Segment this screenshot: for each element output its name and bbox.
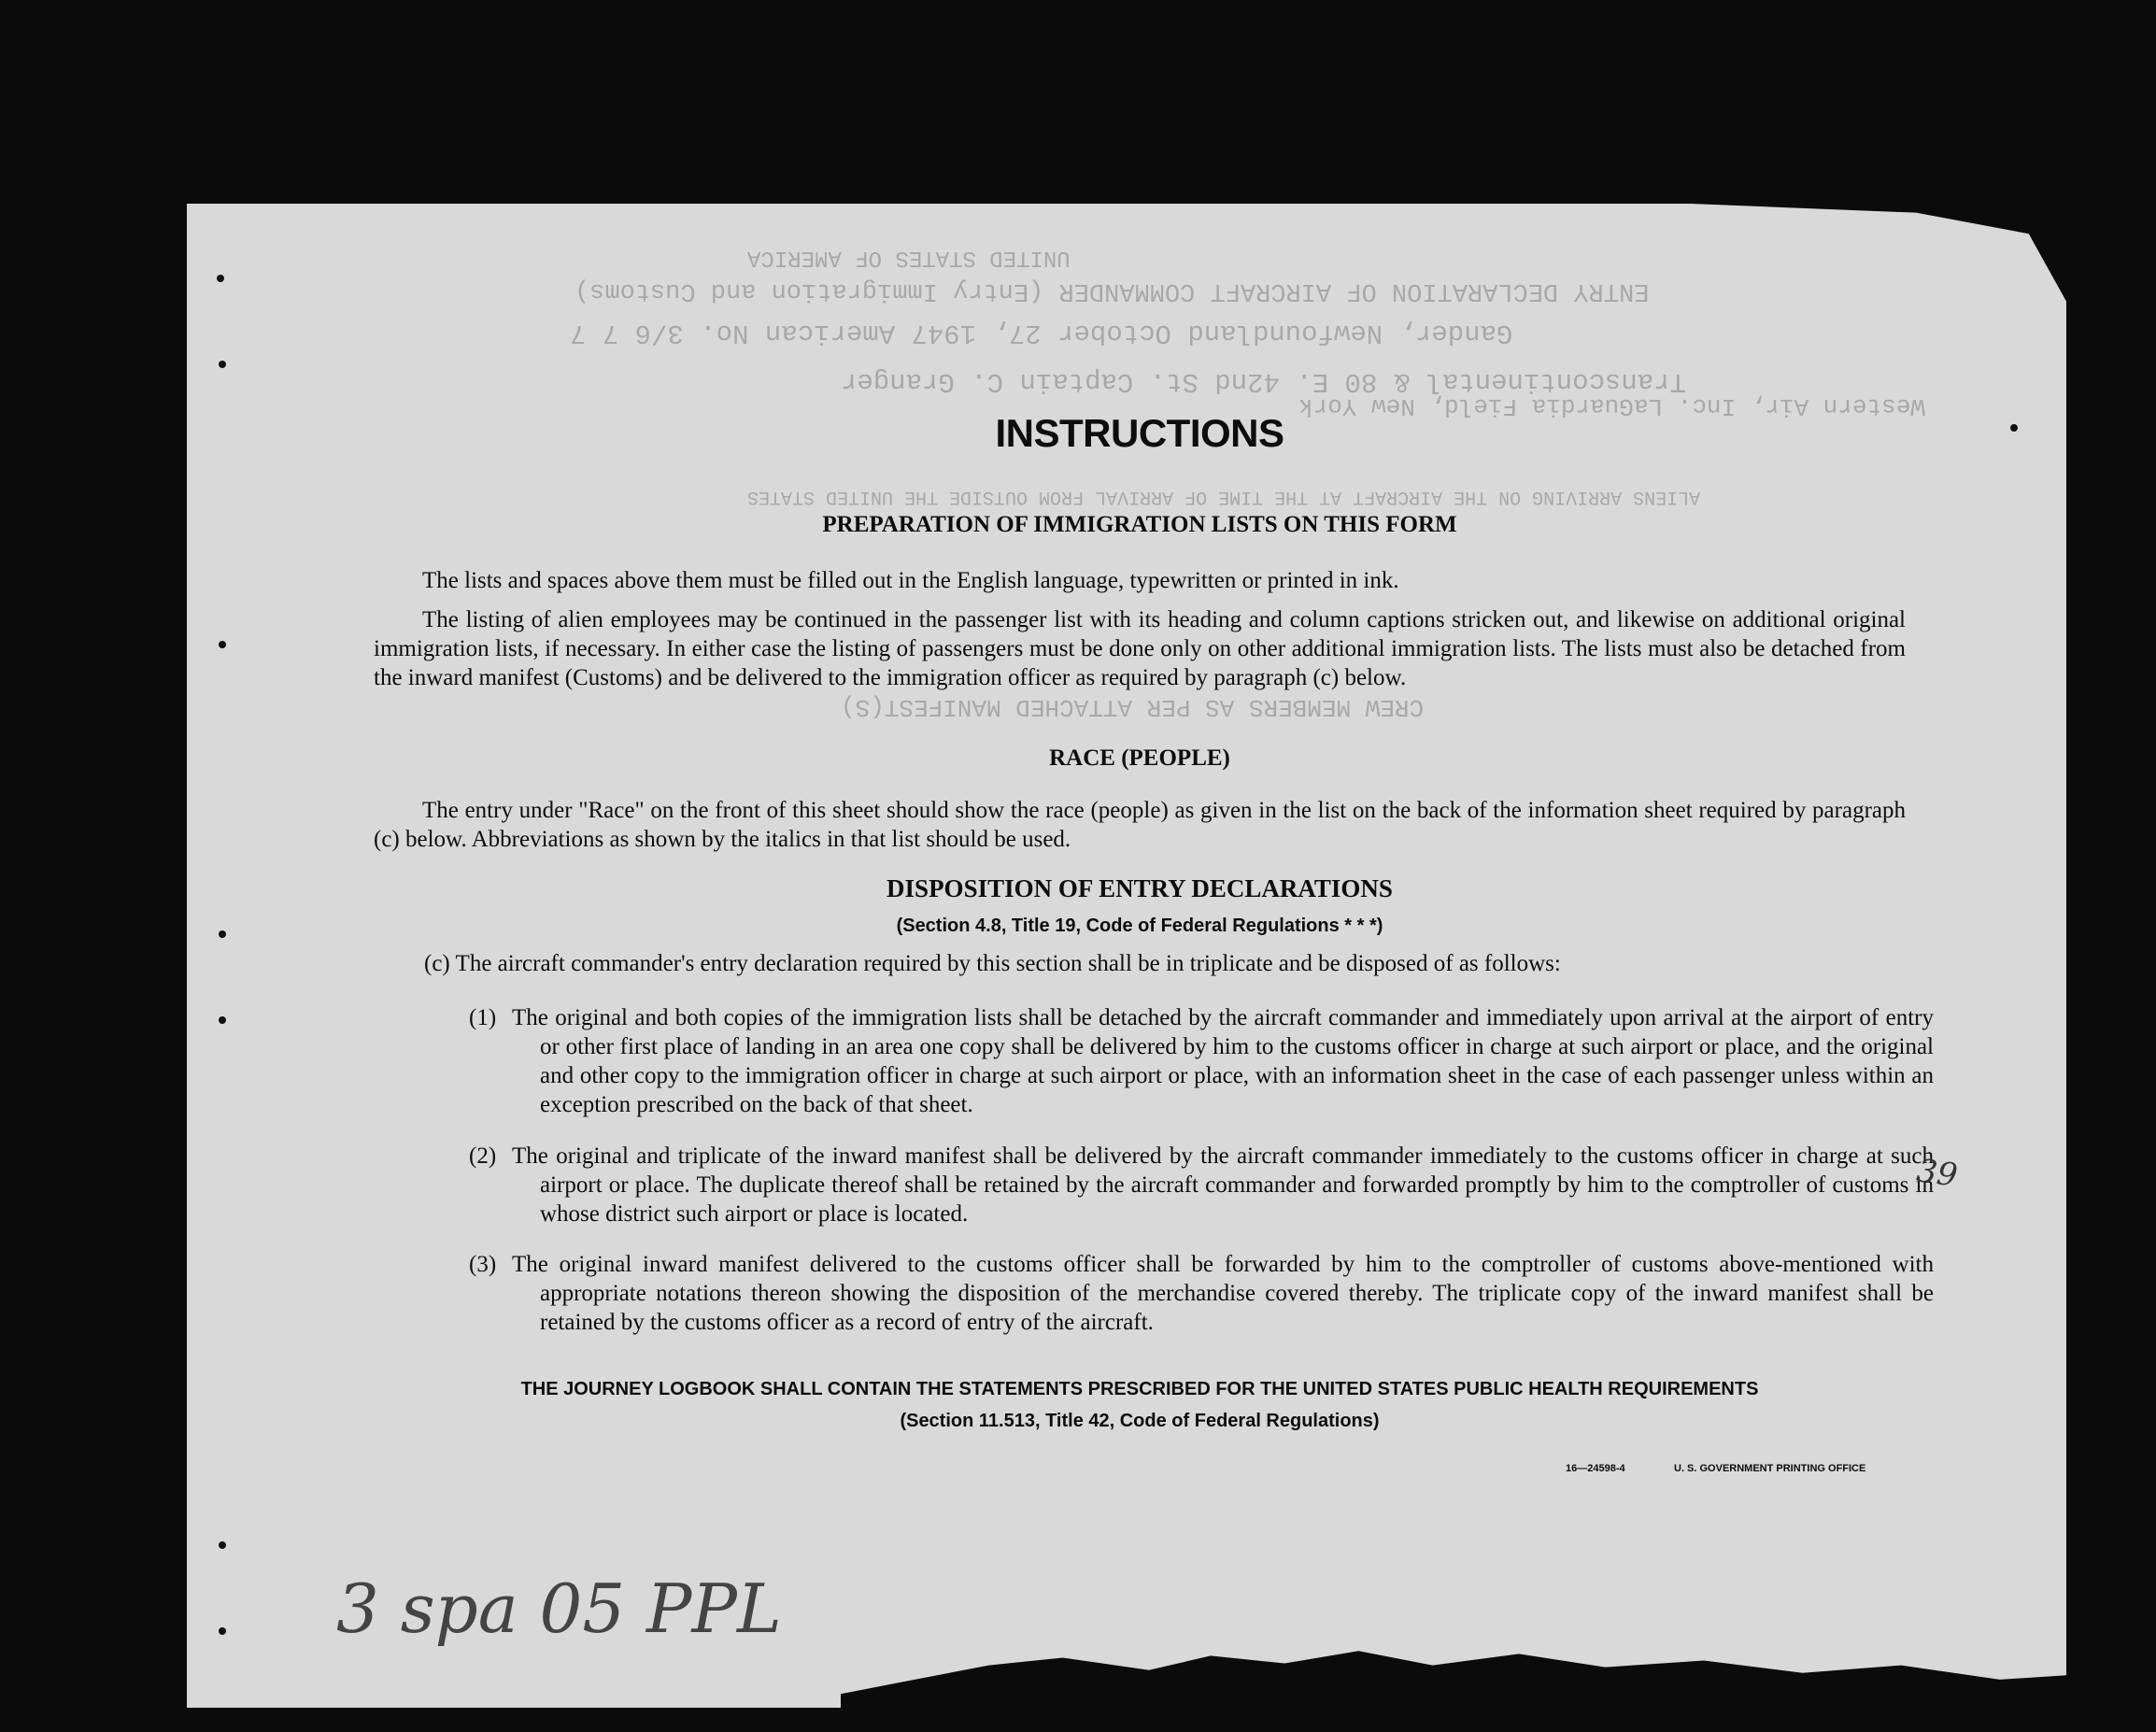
bleed-through-line: Transcontinental & 80 E. 42nd St. Captain C. Granger [841,366,1686,397]
paragraph-intro-c: (c) The aircraft commander's entry declaration required by this section shall be in triplicate and be disposed of as follows: [424,951,1561,976]
footer-regulation-citation: (Section 11.513, Title 42, Code of Federal Regulations) [900,1411,1380,1431]
page-title: INSTRUCTIONS [995,411,1284,455]
printer-imprint: U. S. GOVERNMENT PRINTING OFFICE [1674,1463,1866,1474]
bleed-through-line: ALIENS ARRIVING ON THE AIRCRAFT AT THE TIME OF ARRIVAL FROM OUTSIDE THE UNITED STATES [747,486,1701,507]
bleed-through-line: ENTRY DECLARATION OF AIRCRAFT COMMANDER (Entry Immigration and Customs) [574,277,1650,305]
section-subtitle-regulations: (Section 4.8, Title 19, Code of Federal Regulations * * *) [896,916,1383,936]
margin-dot [219,361,226,368]
list-item-number: (2) [469,1143,497,1169]
handwritten-signature: 3 spa 05 PPL [336,1569,782,1648]
paragraph-race: The entry under "Race" on the front of this sheet should show the race (people) as given in the list on the back of the information sheet required by paragraph (c) below. Abbreviations as shown by the italics in that list should be used. [374,798,1906,852]
margin-dot [219,1016,226,1024]
footer-health-requirements: THE JOURNEY LOGBOOK SHALL CONTAIN THE STATEMENTS PRESCRIBED FOR THE UNITED STATES PUBLIC HEALTH REQUIREMENTS [520,1379,1759,1399]
section-title-preparation: PREPARATION OF IMMIGRATION LISTS ON THIS FORM [822,512,1457,537]
bleed-through-line: Western Air, Inc. LaGuardia Field, New York [1298,392,1925,420]
bleed-through-line: UNITED STATES OF AMERICA [747,245,1071,270]
margin-dot [219,641,226,648]
margin-dot [217,275,224,282]
list-item-text: The original and triplicate of the inward manifest shall be delivered by the aircraft commander immediately to the customs officer in charge at such airport or place. The duplicate thereof shall be retained by the aircraft commander and forwarded promptly by him to the comptroller of customs in whose district such airport or place is located. [512,1143,1934,1227]
print-form-code: 16—24598-4 [1566,1463,1625,1474]
margin-dot [219,1541,226,1549]
paragraph-language: The lists and spaces above them must be filled out in the English language, typewritten or printed in ink. [422,568,1399,593]
bleed-through-line: CREW MEMBERS AS PER ATTACHED MANIFEST(S) [841,693,1425,721]
handwritten-margin-note: 39 [1914,1152,1960,1195]
margin-dot [219,1627,226,1635]
list-item-number: (3) [469,1252,497,1277]
margin-dot [219,930,226,938]
section-title-disposition: DISPOSITION OF ENTRY DECLARATIONS [887,874,1393,902]
list-item-text: The original and both copies of the immigration lists shall be detached by the aircraft commander and immediately upon arrival at the airport of entry or other first place of landing in an area one copy shall be delivered by him to the customs officer in charge at such airport or place, and the original and other copy to the immigration officer in charge at such airport or place, with an information sheet in the case of each passenger unless within an exception prescribed on the back of that sheet. [512,1005,1934,1117]
paragraph-alien-employees: The listing of alien employees may be continued in the passenger list with its heading and column captions stricken out, and likewise on additional original immigration lists, if necessary. In either case the listing of passengers must be done only on other additional immigration lists. The lists must also be detached from the inward manifest (Customs) and be delivered to the immigration officer as required by paragraph (c) below. [374,607,1906,690]
bleed-through-line: Gander, Newfoundland October 27, 1947 American No. 3/6 7 7 [570,318,1513,348]
list-item-number: (1) [469,1005,497,1030]
list-item-text: The original inward manifest delivered to the customs officer shall be forwarded by him to the comptroller of customs above-mentioned with appropriate notations thereon showing the disposition of the merchandise covered thereby. The triplicate copy of the inward manifest shall be retained by the customs officer as a record of entry of the aircraft. [512,1252,1934,1335]
margin-dot [2010,424,2018,432]
section-title-race: RACE (PEOPLE) [1049,745,1230,771]
